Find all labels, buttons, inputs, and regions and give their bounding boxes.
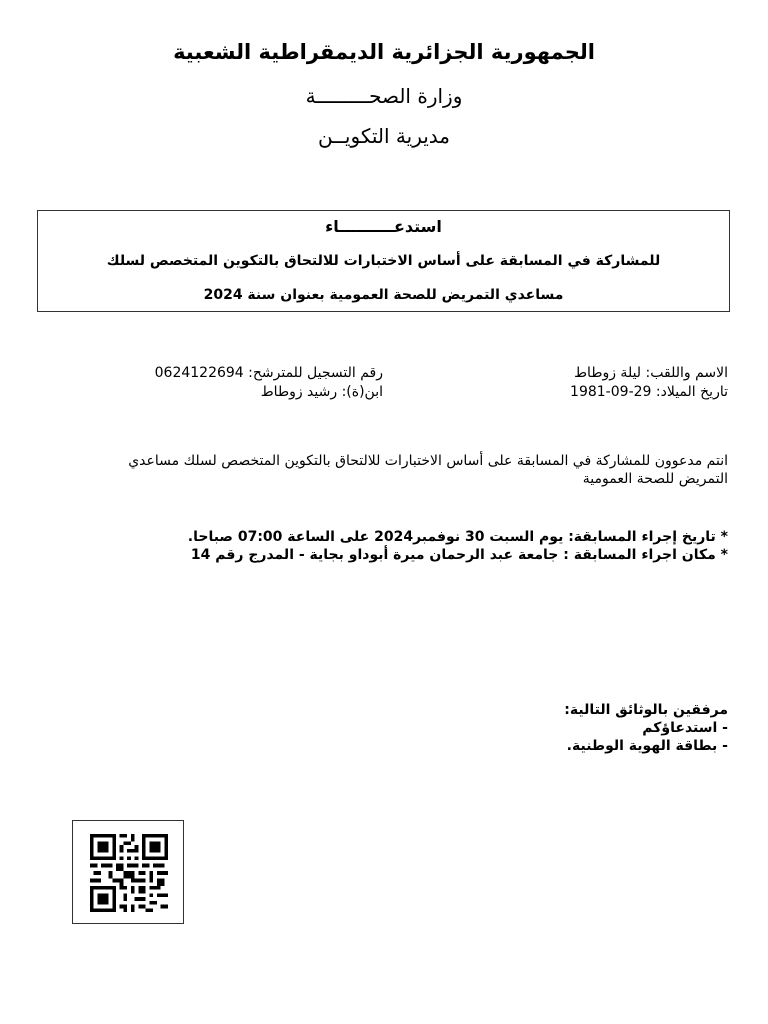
exam-place: * مكان اجراء المسابقة : جامعة عبد الرحمان ميرة أبوداو بجاية - المدرج رقم 14 — [190, 547, 728, 563]
qr-code-frame — [72, 820, 184, 924]
convocation-title: استدعــــــــــاء — [325, 217, 442, 236]
exam-date: * تاريخ إجراء المسابقة: يوم السبت 30 نوفمبر2024 على الساعة 07:00 صباحا. — [187, 529, 728, 545]
invitation-text: انتم مدعوون للمشاركة في المسابقة على أساس الاختبارات للالتحاق بالتكوين المتخصص لسلك مساعدي التمريض للصحة العمومية — [128, 453, 728, 487]
candidate-name: الاسم واللقب: ليلة زوطاط — [574, 365, 728, 381]
convocation-subtitle-line2: مساعدي التمريض للصحة العمومية بعنوان سنة 2024 — [203, 287, 564, 303]
attachments-heading: مرفقين بالوثائق التالية: — [564, 702, 728, 718]
directorate-heading: مديرية التكويــن — [317, 124, 451, 148]
republic-heading: الجمهورية الجزائرية الديمقراطية الشعبية — [173, 40, 595, 64]
attachment-item-id-card: - بطاقة الهوية الوطنية. — [566, 738, 728, 754]
candidate-parent-name: ابن(ة): رشيد زوطاط — [260, 384, 383, 400]
candidate-registration-number: رقم التسجيل للمترشح: 0624122694 — [154, 365, 383, 381]
qr-code-icon — [89, 834, 169, 912]
attachment-item-convocation: - استدعاؤكم — [642, 720, 728, 736]
candidate-birthdate: تاريخ الميلاد: 29-09-1981 — [570, 384, 728, 400]
convocation-title-box — [37, 210, 730, 312]
convocation-subtitle-line1: للمشاركة في المسابقة على أساس الاختبارات للالتحاق بالتكوين المتخصص لسلك — [106, 253, 661, 269]
ministry-heading: وزارة الصحـــــــــة — [305, 84, 463, 108]
